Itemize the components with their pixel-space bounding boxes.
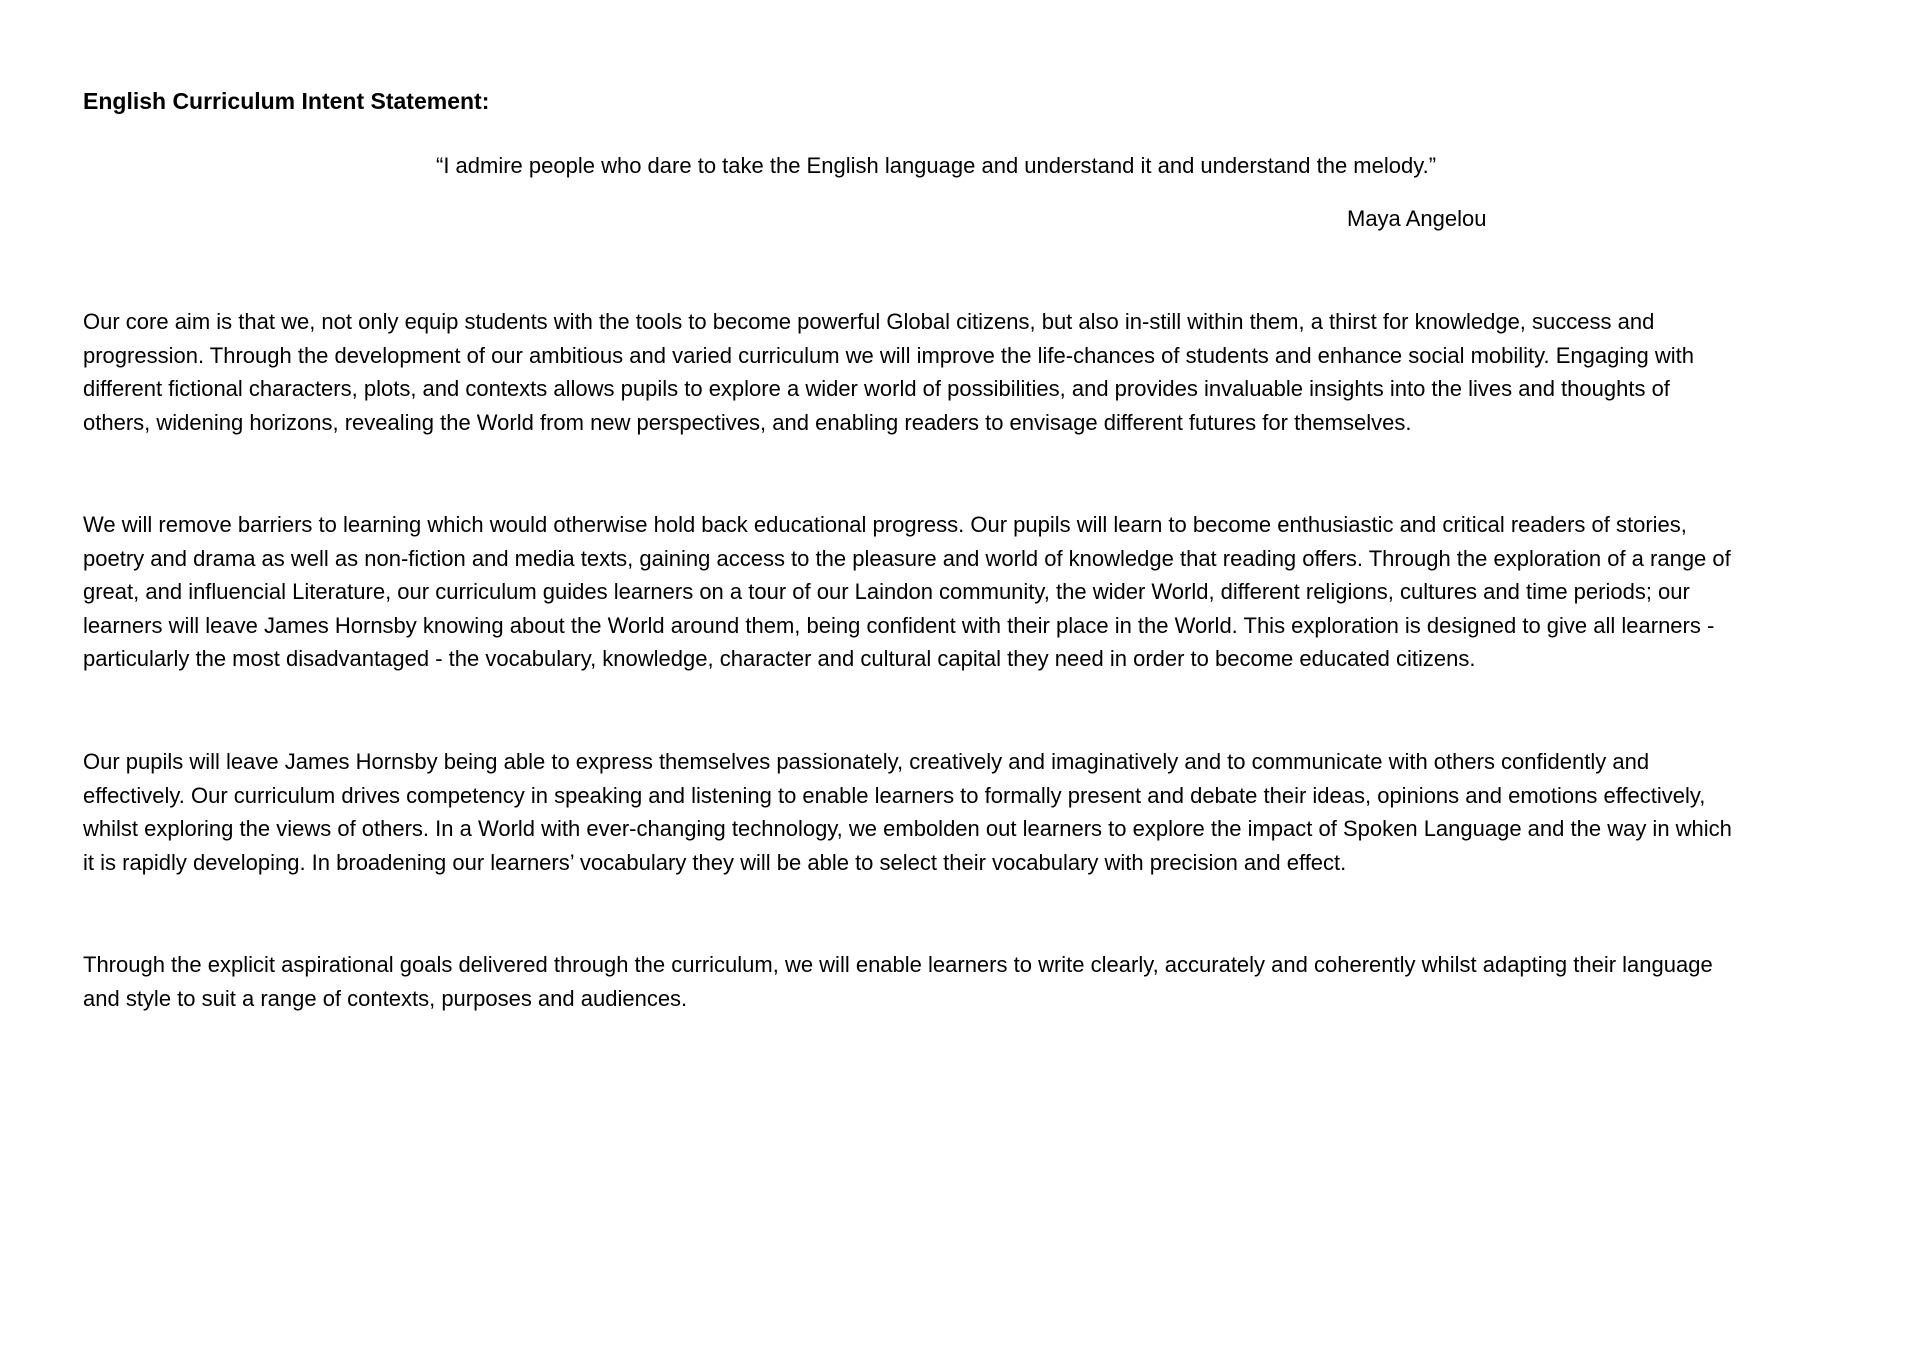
paragraph-line: different fictional characters, plots, and contexts allows pupils to explore a wider world of possibilities, and provides invaluable insights into the lives and thoughts of [83, 376, 1670, 401]
paragraph-line: and style to suit a range of contexts, purposes and audiences. [83, 985, 688, 1011]
paragraph-aspirational-goals [83, 948, 1858, 1015]
paragraph-line: it is rapidly developing. In broadening our learners’ vocabulary they will be able to select their vocabulary with precision and effect. [83, 849, 1347, 875]
paragraph-line: progression. Through the development of our ambitious and varied curriculum we will improve the life-chances of students and enhance social mobility. Engaging with [83, 342, 1694, 368]
paragraph-line: effectively. Our curriculum drives competency in speaking and listening to enable learners to formally present and debate their ideas, opinions and emotions effectively, [83, 782, 1706, 808]
paragraph-line: Our core aim is that we, not only equip students with the tools to become powerful Global citizens, but also in-still within them, a thirst for knowledge, success and [83, 309, 1655, 334]
document-heading: English Curriculum Intent Statement: [83, 88, 490, 114]
quote-author: Maya Angelou [1347, 206, 1487, 231]
paragraph-line: poetry and drama as well as non-fiction and media texts, gaining access to the pleasure and world of knowledge that reading offers. Through the exploration of a range of [83, 545, 1731, 571]
paragraph-line: particularly the most disadvantaged - the vocabulary, knowledge, character and cultural capital they need in order to become educated citizens. [83, 646, 1476, 671]
paragraph-core-aim [83, 305, 1858, 439]
paragraph-line: learners will leave James Hornsby knowing about the World around them, being confident with their place in the World. This exploration is designed to give all learners - [83, 612, 1715, 638]
paragraph-express-themselves [83, 745, 1858, 879]
paragraph-line: others, widening horizons, revealing the World from new perspectives, and enabling readers to envisage different futures for themselves. [83, 409, 1412, 435]
paragraph-line: Through the explicit aspirational goals delivered through the curriculum, we will enable learners to write clearly, accurately and coherently whilst adapting their language [83, 952, 1713, 977]
paragraph-line: We will remove barriers to learning which would otherwise hold back educational progress. Our pupils will learn to become enthusiastic and critical readers of stories, [83, 512, 1687, 537]
paragraph-line: whilst exploring the views of others. In a World with ever-changing technology, we embolden out learners to explore the impact of Spoken Language and the way in which [83, 816, 1732, 841]
quote-text: “I admire people who dare to take the English language and understand it and understand the melody.” [436, 153, 1437, 178]
paragraph-line: great, and influencial Literature, our curriculum guides learners on a tour of our Laindon community, the wider World, different religions, cultures and time periods; our [83, 579, 1690, 604]
paragraph-line: Our pupils will leave James Hornsby being able to express themselves passionately, creatively and imaginatively and to communicate with others confidently and [83, 749, 1650, 774]
paragraph-remove-barriers [83, 508, 1858, 676]
